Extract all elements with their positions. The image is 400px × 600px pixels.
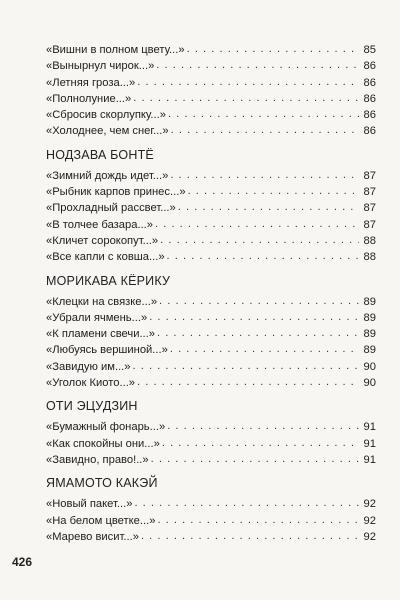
toc-section [46, 274, 376, 392]
entry-title: «Летняя гроза...» [46, 76, 136, 89]
toc-section [46, 399, 376, 468]
toc-entry [46, 436, 376, 452]
dot-leader [178, 199, 359, 215]
dot-leader [160, 232, 359, 248]
dot-leader [141, 528, 359, 544]
entry-title: «Сбросив скорлупку...» [46, 109, 166, 122]
dot-leader [137, 74, 359, 90]
author-heading: ОТИ ЭЦУДЗИН [46, 399, 138, 414]
toc-entry [46, 123, 376, 139]
dot-leader [157, 325, 359, 341]
entry-title: «На белом цветке...» [46, 514, 156, 527]
entry-title: «В толчее базара...» [46, 218, 154, 231]
dot-leader [187, 41, 359, 57]
entry-title: «Бумажный фонарь...» [46, 421, 166, 434]
entry-title: «Рыбник карпов принес...» [46, 186, 186, 199]
toc-entry [46, 168, 376, 184]
toc-entry [46, 107, 376, 123]
dot-leader [170, 341, 359, 357]
entry-page: 85 [363, 44, 376, 56]
dot-leader [137, 374, 359, 390]
entry-page: 90 [363, 377, 376, 390]
dot-leader [188, 183, 359, 199]
toc-section [46, 42, 376, 140]
entry-title: «Полнолуние...» [46, 92, 132, 105]
toc-entry [46, 233, 376, 249]
page-number: 426 [12, 555, 33, 569]
entry-title: «Зимний дождь идет...» [46, 169, 169, 182]
entry-title: «Вынырнул чирок...» [46, 60, 155, 73]
entry-page: 89 [363, 311, 376, 324]
author-heading: НОДЗАВА БОНТЁ [46, 147, 154, 162]
entry-page: 87 [363, 218, 376, 231]
toc-entry [46, 58, 376, 74]
dot-leader [157, 512, 359, 528]
entry-title: «Как спокойны они...» [46, 437, 160, 450]
entry-page: 87 [363, 202, 376, 215]
dot-leader [155, 216, 359, 232]
toc-section [46, 476, 376, 545]
entry-title: «Вишни в полном цвету...» [46, 44, 185, 56]
entry-page: 89 [363, 295, 376, 308]
entry-title: «Любуясь вершиной...» [46, 344, 168, 357]
entry-title: «Убрали ячмень...» [46, 311, 148, 324]
dot-leader [170, 167, 359, 183]
dot-leader [151, 451, 359, 467]
entry-page: 86 [363, 125, 376, 138]
entry-page: 89 [363, 328, 376, 341]
toc-entry [46, 359, 376, 375]
toc-section [46, 148, 376, 266]
entry-page: 88 [363, 234, 376, 247]
entry-title: «Завидую им...» [46, 360, 131, 373]
table-of-contents [46, 42, 376, 553]
toc-entry [46, 75, 376, 91]
entry-page: 89 [363, 344, 376, 357]
toc-entry [46, 217, 376, 233]
entry-page: 92 [363, 530, 376, 543]
dot-leader [133, 358, 359, 374]
toc-entry [46, 529, 376, 545]
toc-entry [46, 513, 376, 529]
toc-entry [46, 419, 376, 435]
entry-page: 92 [363, 514, 376, 527]
entry-page: 86 [363, 92, 376, 105]
dot-leader [171, 122, 359, 138]
entry-page: 88 [363, 251, 376, 264]
entry-title: «Уголок Киото...» [46, 377, 136, 390]
toc-entry [46, 91, 376, 107]
toc-entry [46, 249, 376, 265]
entry-page: 87 [363, 186, 376, 199]
toc-entry [46, 342, 376, 358]
dot-leader [167, 248, 359, 264]
toc-entry [46, 452, 376, 468]
entry-title: «Завидно, право!..» [46, 453, 149, 466]
entry-page: 87 [363, 169, 376, 182]
dot-leader [134, 495, 359, 511]
entry-page: 86 [363, 109, 376, 122]
entry-page: 92 [363, 498, 376, 511]
dot-leader [167, 418, 359, 434]
toc-entry [46, 294, 376, 310]
author-heading: ЯМАМОТО КАКЭЙ [46, 476, 158, 491]
entry-title: «Все капли с ковша...» [46, 251, 165, 264]
toc-entry [46, 200, 376, 216]
dot-leader [149, 309, 359, 325]
dot-leader [159, 293, 359, 309]
entry-title: «Новый пакет...» [46, 498, 133, 511]
toc-entry [46, 42, 376, 58]
entry-page: 91 [363, 437, 376, 450]
toc-entry [46, 184, 376, 200]
toc-entry [46, 310, 376, 326]
toc-entry [46, 326, 376, 342]
toc-entry [46, 375, 376, 391]
dot-leader [133, 90, 359, 106]
entry-title: «Прохладный рассвет...» [46, 202, 176, 215]
entry-page: 90 [363, 360, 376, 373]
entry-page: 86 [363, 76, 376, 89]
entry-title: «Клецки на связке...» [46, 295, 158, 308]
entry-title: «Холоднее, чем снег...» [46, 125, 169, 138]
dot-leader [168, 106, 359, 122]
dot-leader [156, 57, 359, 73]
entry-title: «К пламени свечи...» [46, 328, 155, 341]
dot-leader [162, 435, 359, 451]
toc-entry [46, 496, 376, 512]
entry-page: 91 [363, 453, 376, 466]
entry-page: 91 [363, 421, 376, 434]
entry-title: «Марево висит...» [46, 530, 139, 543]
entry-title: «Кличет сорокопут...» [46, 234, 159, 247]
entry-page: 86 [363, 60, 376, 73]
author-heading: МОРИКАВА КЁРИКУ [46, 273, 171, 288]
